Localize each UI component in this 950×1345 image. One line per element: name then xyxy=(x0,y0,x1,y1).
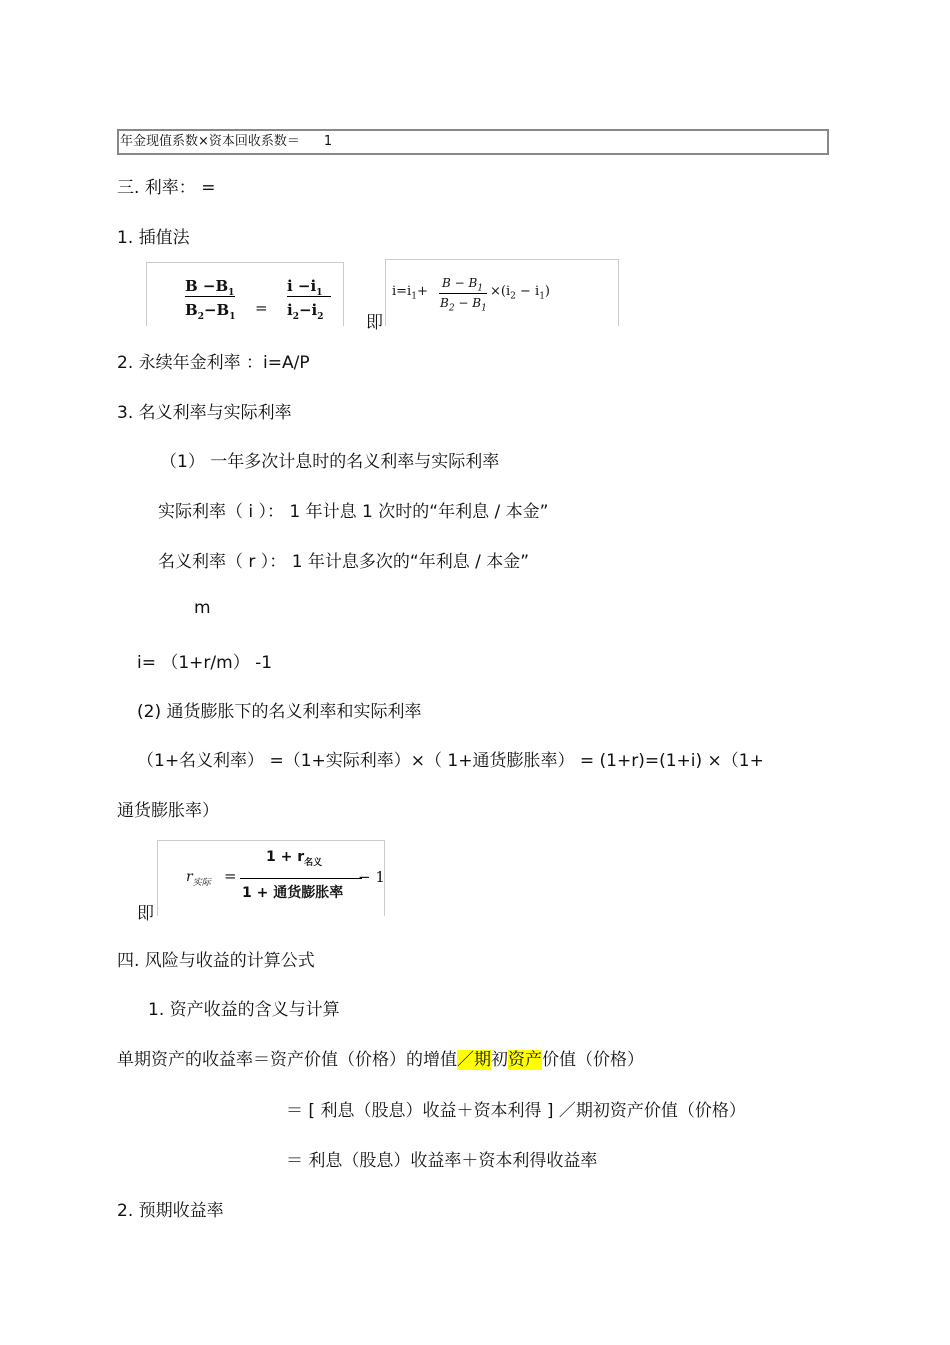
formula3-tail: − 1 xyxy=(358,868,385,886)
item-expected-return: 2. 预期收益率 xyxy=(117,1201,224,1221)
formula2-denominator: $B_2 - B_1$ xyxy=(440,296,487,314)
formula1-denominator-right: $i_2-i_2$ xyxy=(287,301,324,322)
item-asset-return: 1. 资产收益的含义与计算 xyxy=(148,1000,340,1020)
single-period-return-line xyxy=(117,1045,644,1070)
formula3-bar xyxy=(240,878,362,879)
formula2-numerator: $B - B_1$ xyxy=(442,276,484,294)
subitem-multiple-compounding: （1） 一年多次计息时的名义利率与实际利率 xyxy=(160,452,500,472)
ji-label-2: 即 xyxy=(137,904,154,924)
formula3-numerator: $1 + r_{名义}$ xyxy=(266,849,323,868)
formula1-denominator-left: $B_2-B_1$ xyxy=(185,301,236,322)
formula2-bar xyxy=(439,293,487,294)
subitem-inflation: (2) 通货膨胀下的名义利率和实际利率 xyxy=(137,702,422,722)
single-return-part-c: 初 xyxy=(491,1050,508,1070)
item-interpolation: 1. 插值法 xyxy=(117,228,190,248)
formula2-tail: $\times(i_2 - i_1)$ xyxy=(490,284,550,302)
boxed-formula-value: 1 xyxy=(323,134,333,149)
formula1-bar-right xyxy=(287,296,331,297)
inflation-relation-line: （1+名义利率） =（1+实际利率）×（ 1+通货膨胀率） = (1+r)=(1+i) ×（1+ xyxy=(137,751,764,771)
section-4-heading: 四. 风险与收益的计算公式 xyxy=(117,951,315,971)
formula1-bar-left xyxy=(185,296,235,297)
formula3-denominator: 1 + 通货膨胀率 xyxy=(242,885,344,901)
boxed-formula-line xyxy=(117,129,829,155)
formula-effective-rate: i= （1+r/m） -1 xyxy=(137,653,273,673)
return-equation-line-3: ＝ 利息（股息）收益率＋资本利得收益率 xyxy=(286,1151,598,1171)
nominal-rate-definition: 名义利率（ r ）： 1 年计息多次的“年利息 / 本金” xyxy=(158,552,530,572)
section-3-heading: 三. 利率： = xyxy=(117,178,216,198)
return-equation-line-2: ＝ [ 利息（股息）收益＋资本利得 ] ／期初资产价值（价格） xyxy=(286,1101,746,1121)
real-rate-definition: 实际利率（ i ）： 1 年计息 1 次时的“年利息 / 本金” xyxy=(158,502,549,522)
formula3-lhs: $r_{实际}$ xyxy=(186,869,211,888)
single-return-part-a: 单期资产的收益率＝资产价值（价格）的增值 xyxy=(117,1050,457,1070)
formula2-lhs: $i=i_1+$ xyxy=(392,284,428,302)
single-return-highlight-1: ／期 xyxy=(457,1050,491,1070)
single-return-highlight-2: 资产 xyxy=(508,1050,542,1070)
single-return-part-e: 价值（价格） xyxy=(542,1050,644,1070)
item-perpetuity-rate: 2. 永续年金利率 ：i=A/P xyxy=(117,353,310,373)
formula1-equals: = xyxy=(255,299,268,317)
interpolation-formula-image xyxy=(146,262,344,326)
formula3-equals: = xyxy=(224,867,237,885)
formula1-numerator-left: $B -B_1$ xyxy=(185,277,235,298)
formula1-numerator-right: $i -i_1$ xyxy=(287,277,323,298)
inflation-relation-line-cont: 通货膨胀率） xyxy=(117,801,219,821)
exponent-m: m xyxy=(194,598,211,618)
item-nominal-real-rate: 3. 名义利率与实际利率 xyxy=(117,403,292,423)
interpolation-solved-formula-image xyxy=(385,259,619,326)
real-rate-formula-image xyxy=(157,840,385,916)
ji-label-1: 即 xyxy=(366,313,383,333)
boxed-formula-text: 年金现值系数×资本回收系数＝ xyxy=(120,134,300,149)
